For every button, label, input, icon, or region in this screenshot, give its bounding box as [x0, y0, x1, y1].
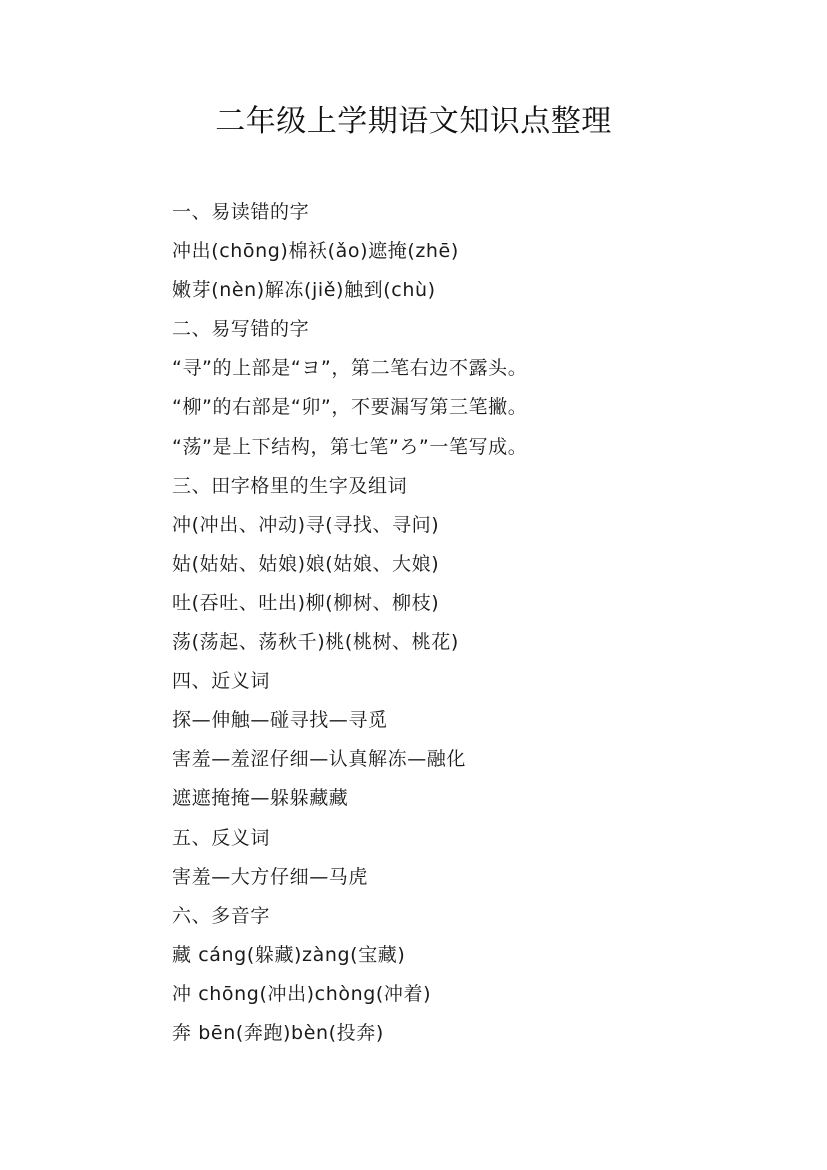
text-line: 冲出(chōng)棉袄(ǎo)遮掩(zhē) — [172, 240, 459, 263]
text-line: 冲(冲出、冲动)寻(寻找、寻问) — [172, 513, 440, 536]
text-line: 姑(姑姑、姑娘)娘(姑娘、大娘) — [172, 552, 440, 575]
document-title: 二年级上学期语文知识点整理 — [215, 104, 612, 139]
text-line: 害羞—羞涩仔细—认真解冻—融化 — [172, 748, 467, 771]
section-heading-1: 一、易读错的字 — [172, 201, 310, 223]
text-line: 藏 cáng(躲藏)zàng(宝藏) — [172, 943, 406, 966]
text-line: 荡(荡起、荡秋千)桃(桃树、桃花) — [172, 631, 459, 654]
text-line: “寻”的上部是“ヨ”，第二笔右边不露头。 — [172, 357, 528, 380]
text-line: “荡”是上下结构，第七笔”ろ”一笔写成。 — [172, 435, 528, 458]
text-line: 吐(吞吐、吐出)柳(柳树、柳枝) — [172, 591, 440, 614]
section-heading-4: 四、近义词 — [172, 670, 271, 693]
text-line: 嫩芽(nèn)解冻(jiě)触到(chù) — [172, 279, 436, 302]
text-line: “柳”的右部是“卯”，不要漏写第三笔撇。 — [172, 396, 528, 419]
section-heading-6: 六、多音字 — [172, 904, 271, 927]
text-line: 探—伸触—碰寻找—寻觅 — [172, 709, 388, 732]
text-line: 冲 chōng(冲出)chòng(冲着) — [172, 982, 432, 1005]
text-line: 害羞—大方仔细—马虎 — [172, 865, 369, 888]
document-body — [172, 193, 772, 1053]
text-line: 遮遮掩掩—躲躲藏藏 — [172, 787, 349, 810]
text-line: 奔 bēn(奔跑)bèn(投奔) — [172, 1021, 384, 1044]
section-heading-5: 五、反义词 — [172, 826, 271, 849]
section-heading-2: 二、易写错的字 — [172, 318, 310, 341]
section-heading-3: 三、田字格里的生字及组词 — [172, 474, 408, 497]
